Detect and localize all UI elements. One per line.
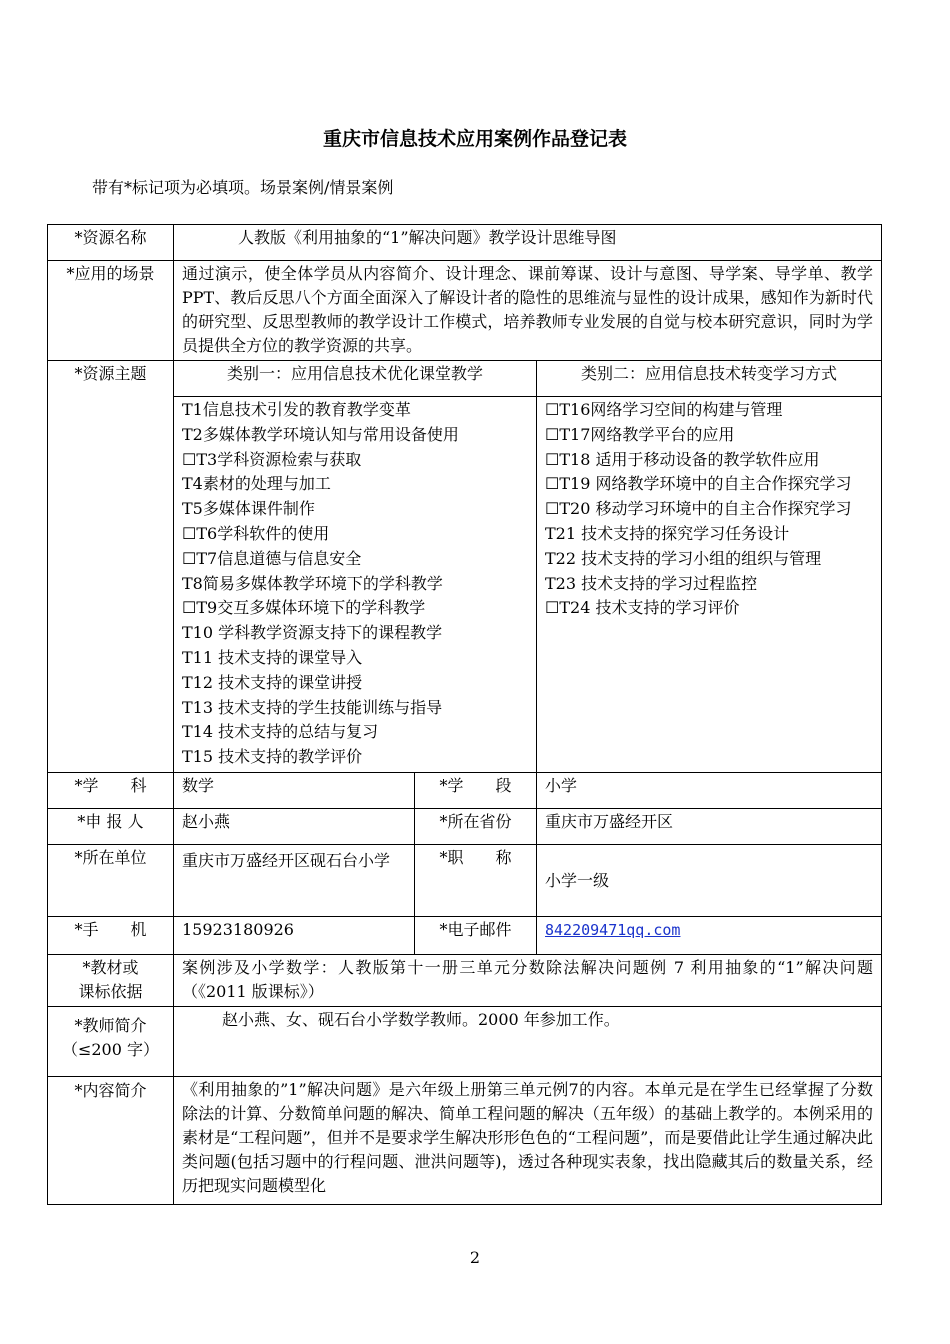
row-teacher — [48, 1007, 882, 1077]
topic-item: ☐T7信息道德与信息安全 — [182, 548, 362, 568]
teacher-label — [48, 1007, 174, 1077]
category-two-list — [537, 397, 882, 773]
page-number: 2 — [469, 1248, 481, 1267]
topic-item: T22 技术支持的学习小组的组织与管理 — [545, 548, 822, 568]
topic-item: T5多媒体课件制作 — [182, 499, 315, 519]
topic-item: ☐T20 移动学习环境中的自主合作探究学习 — [545, 499, 852, 519]
category-two-title: 类别二：应用信息技术转变学习方式 — [537, 361, 882, 397]
textbook-value: 案例涉及小学数学：人教版第十一册三单元分数除法解决问题例 7 利用抽象的“1”解决问题（《2011 版课标》） — [174, 955, 882, 1007]
category-one-title: 类别一：应用信息技术优化课堂教学 — [174, 361, 537, 397]
row-resource-name — [48, 225, 882, 261]
applicant-label: *申 报 人 — [48, 809, 174, 845]
textbook-label-line2: 课标依据 — [78, 982, 143, 1001]
topic-item: ☐T18 适用于移动设备的教学软件应用 — [545, 449, 820, 469]
email-label: *电子邮件 — [415, 917, 537, 955]
topic-item: ☐T17网络教学平台的应用 — [545, 424, 735, 444]
required-note: 带有*标记项为必填项。场景案例/情景案例 — [92, 178, 394, 197]
content-label: *内容简介 — [48, 1077, 174, 1205]
category-one-list — [174, 397, 537, 773]
stage-label: *学 段 — [415, 773, 537, 809]
job-title-value: 小学一级 — [537, 845, 882, 917]
topic-item: ☐T24 技术支持的学习评价 — [545, 598, 740, 618]
topics-label: *资源主题 — [48, 361, 174, 773]
province-value: 重庆市万盛经开区 — [537, 809, 882, 845]
phone-label: *手 机 — [48, 917, 174, 955]
topic-item: T12 技术支持的课堂讲授 — [182, 672, 363, 692]
topic-item: T13 技术支持的学生技能训练与指导 — [182, 697, 443, 717]
subject-value: 数学 — [174, 773, 415, 809]
scene-label: *应用的场景 — [48, 261, 174, 361]
row-applicant — [48, 809, 882, 845]
email-link[interactable]: 842209471qq.com — [545, 921, 681, 939]
topic-item: ☐T16网络学习空间的构建与管理 — [545, 400, 783, 419]
textbook-label — [48, 955, 174, 1007]
row-unit — [48, 845, 882, 917]
topic-item: ☐T19 网络教学环境中的自主合作探究学习 — [545, 474, 852, 494]
row-subject — [48, 773, 882, 809]
teacher-value: 赵小燕、女、砚石台小学数学教师。2000 年参加工作。 — [174, 1007, 882, 1077]
applicant-value: 赵小燕 — [174, 809, 415, 845]
row-topic-items — [48, 397, 882, 773]
job-title-label: *职 称 — [415, 845, 537, 917]
row-topic-categories — [48, 361, 882, 397]
teacher-label-line1: *教师简介 — [74, 1016, 147, 1035]
topic-item: T23 技术支持的学习过程监控 — [545, 573, 758, 593]
topic-item: T10 学科教学资源支持下的课程教学 — [182, 623, 443, 643]
topic-item: T21 技术支持的探究学习任务设计 — [545, 523, 790, 543]
topic-item: T14 技术支持的总结与复习 — [182, 722, 379, 742]
scene-value: 通过演示，使全体学员从内容简介、设计理念、课前筹谋、设计与意图、导学案、导学单、教学PPT、教后反思八个方面全面深入了解设计者的隐性的思维流与显性的设计成果，感知作为新时代的研究型、反思型教师的教学设计工作模式，培养教师专业发展的自觉与校本研究意识，同时为学员提供全方位的教学资源的共享。 — [174, 261, 882, 361]
topic-item: ☐T3学科资源检索与获取 — [182, 449, 362, 469]
topic-item: ☐T9交互多媒体环境下的学科教学 — [182, 598, 426, 618]
unit-label: *所在单位 — [48, 845, 174, 917]
registration-form — [47, 224, 882, 1205]
row-textbook — [48, 955, 882, 1007]
phone-value: 15923180926 — [174, 917, 415, 955]
subject-label: *学 科 — [48, 773, 174, 809]
teacher-label-line2: （≤200 字） — [61, 1040, 160, 1059]
page-title: 重庆市信息技术应用案例作品登记表 — [322, 128, 627, 150]
topic-item: T4素材的处理与加工 — [182, 474, 331, 494]
resource-name-label: *资源名称 — [48, 225, 174, 261]
stage-value: 小学 — [537, 773, 882, 809]
topic-item: T2多媒体教学环境认知与常用设备使用 — [182, 424, 459, 444]
row-scene — [48, 261, 882, 361]
topic-item: T1信息技术引发的教育教学变革 — [182, 400, 411, 419]
topic-item: T11 技术支持的课堂导入 — [182, 647, 363, 667]
topic-item: ☐T6学科软件的使用 — [182, 523, 330, 543]
resource-name-value: 人教版《利用抽象的“1”解决问题》教学设计思维导图 — [174, 225, 882, 261]
textbook-label-line1: *教材或 — [82, 958, 139, 977]
row-content — [48, 1077, 882, 1205]
topic-item: T15 技术支持的教学评价 — [182, 747, 363, 767]
content-value: 《利用抽象的”1”解决问题》是六年级上册第三单元例7的内容。本单元是在学生已经掌握了分数除法的计算、分数简单问题的解决、简单工程问题的解决（五年级）的基础上教学的。本例采用的素材是“工程问题”，但并不是要求学生解决形形色色的“工程问题”，而是要借此让学生通过解决此类问题(包括习题中的行程问题、泄洪问题等)，透过各种现实表象，找出隐藏其后的数量关系，经历把现实问题模型化 — [174, 1077, 882, 1205]
row-contact — [48, 917, 882, 955]
unit-value: 重庆市万盛经开区砚石台小学 — [174, 845, 415, 917]
province-label: *所在省份 — [415, 809, 537, 845]
topic-item: T8简易多媒体教学环境下的学科教学 — [182, 573, 443, 593]
